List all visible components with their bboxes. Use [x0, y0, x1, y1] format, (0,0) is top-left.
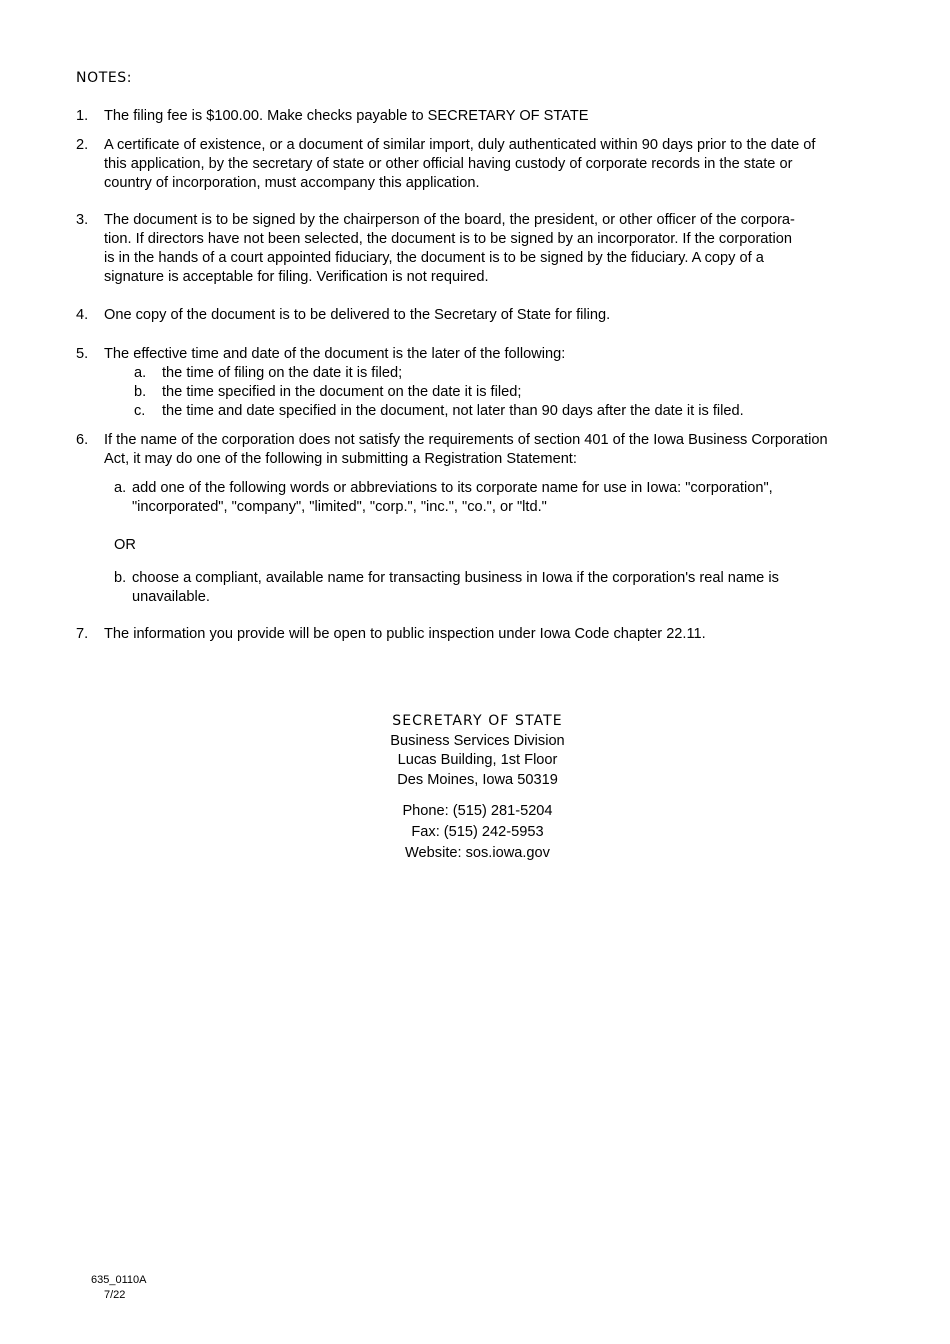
option-letter: b. — [114, 570, 127, 586]
note-line: The document is to be signed by the chairperson of the board, the president, or other officer of the corpora- — [104, 212, 795, 228]
note-line: The effective time and date of the document is the later of the following: — [104, 346, 566, 362]
note-number: 5. — [76, 346, 89, 362]
note-number: 3. — [76, 212, 89, 228]
note-text — [104, 431, 904, 469]
note-number: 2. — [76, 137, 89, 153]
notes-heading: NOTES: — [76, 70, 133, 86]
office-division: Business Services Division — [390, 733, 565, 749]
note-line: The filing fee is $100.00. Make checks payable to SECRETARY OF STATE — [104, 108, 589, 124]
office-phone: Phone: (515) 281-5204 — [402, 803, 553, 819]
note-line: tion. If directors have not been selected, the document is to be signed by an incorporator. If the corporation — [104, 231, 792, 247]
option-line: choose a compliant, available name for transacting business in Iowa if the corporation's real name is — [132, 570, 779, 586]
or-separator: OR — [114, 537, 136, 553]
subitem-letter: c. — [134, 403, 146, 419]
option-line: unavailable. — [132, 589, 210, 605]
office-title: SECRETARY OF STATE — [392, 713, 563, 729]
note-number: 4. — [76, 307, 89, 323]
option-letter: a. — [114, 480, 127, 496]
note-line: country of incorporation, must accompany this application. — [104, 175, 480, 191]
note-number: 6. — [76, 432, 89, 448]
office-website: Website: sos.iowa.gov — [405, 845, 550, 861]
note-line: The information you provide will be open to public inspection under Iowa Code chapter 22.11. — [104, 626, 706, 642]
subitem-text: the time and date specified in the document, not later than 90 days after the date it is filed. — [162, 403, 744, 419]
note-text — [104, 107, 904, 126]
note-text — [104, 136, 904, 193]
form-revision-date: 7/22 — [104, 1289, 126, 1301]
note-line: this application, by the secretary of state or other official having custody of corporate records in the state or — [104, 156, 793, 172]
note-line: Act, it may do one of the following in submitting a Registration Statement: — [104, 451, 577, 467]
note-line: One copy of the document is to be delivered to the Secretary of State for filing. — [104, 307, 611, 323]
note-line: signature is acceptable for filing. Verification is not required. — [104, 269, 489, 285]
subitem-text: the time of filing on the date it is filed; — [162, 365, 403, 381]
subitem-letter: a. — [134, 365, 147, 381]
note-text — [104, 211, 904, 287]
form-id: 635_0110A — [91, 1274, 147, 1286]
note-number: 1. — [76, 108, 89, 124]
subitem-text: the time specified in the document on the date it is filed; — [162, 384, 522, 400]
option-line: add one of the following words or abbreviations to its corporate name for use in Iowa: "corporation", — [132, 480, 773, 496]
subitem-letter: b. — [134, 384, 147, 400]
option-line: "incorporated", "company", "limited", "corp.", "inc.", "co.", or "ltd." — [132, 499, 547, 515]
note-text — [104, 625, 904, 644]
note-line: A certificate of existence, or a document of similar import, duly authenticated within 90 days prior to the date of — [104, 137, 816, 153]
note-line: is in the hands of a court appointed fiduciary, the document is to be signed by the fiduciary. A copy of a — [104, 250, 764, 266]
office-fax: Fax: (515) 242-5953 — [411, 824, 544, 840]
note-text — [104, 345, 904, 364]
office-building: Lucas Building, 1st Floor — [397, 752, 558, 768]
option-text — [132, 479, 872, 517]
office-city: Des Moines, Iowa 50319 — [397, 772, 558, 788]
note-number: 7. — [76, 626, 89, 642]
note-line: If the name of the corporation does not satisfy the requirements of section 401 of the Iowa Business Corporation — [104, 432, 828, 448]
note-text — [104, 306, 904, 325]
option-text — [132, 569, 872, 607]
